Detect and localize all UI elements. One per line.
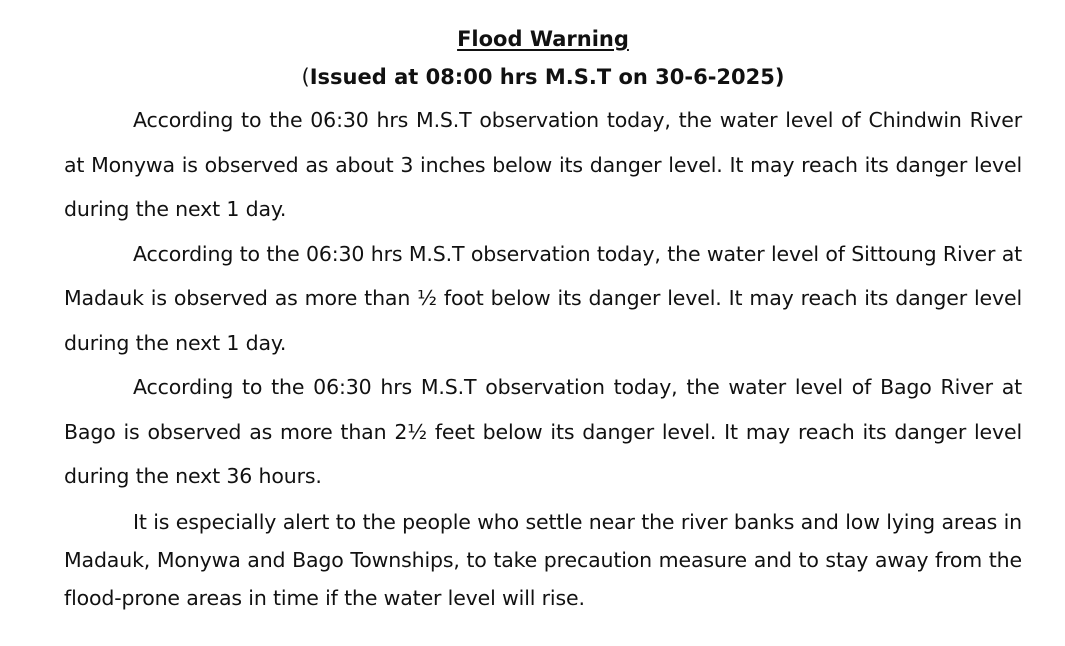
issued-open-paren: (	[301, 65, 310, 89]
paragraph-chindwin: According to the 06:30 hrs M.S.T observation today, the water level of Chindwin River at Monywa is observed as about 3 inches below its danger level. It may reach its danger level during the next 1 day.	[64, 108, 1022, 221]
paragraph-bago: According to the 06:30 hrs M.S.T observation today, the water level of Bago River at Bago is observed as more than 2½ feet below its danger level. It may reach its danger level during the next 36 hours.	[64, 375, 1022, 488]
flood-warning-document	[64, 20, 1022, 617]
issued-text: Issued at 08:00 hrs M.S.T on 30-6-2025)	[309, 65, 785, 89]
paragraph-sittoung: According to the 06:30 hrs M.S.T observation today, the water level of Sittoung River at Madauk is observed as more than ½ foot below its danger level. It may reach its danger level during the next 1 day.	[64, 241, 1022, 355]
document-title	[64, 20, 1022, 58]
issued-line	[64, 58, 1022, 96]
paragraph-alert: It is especially alert to the people who settle near the river banks and low lying areas in Madauk, Monywa and Bago Townships, to take precaution measure and to stay away from the flood-prone areas in time if the water level will rise.	[64, 509, 1022, 610]
document-title-text: Flood Warning	[457, 27, 629, 51]
